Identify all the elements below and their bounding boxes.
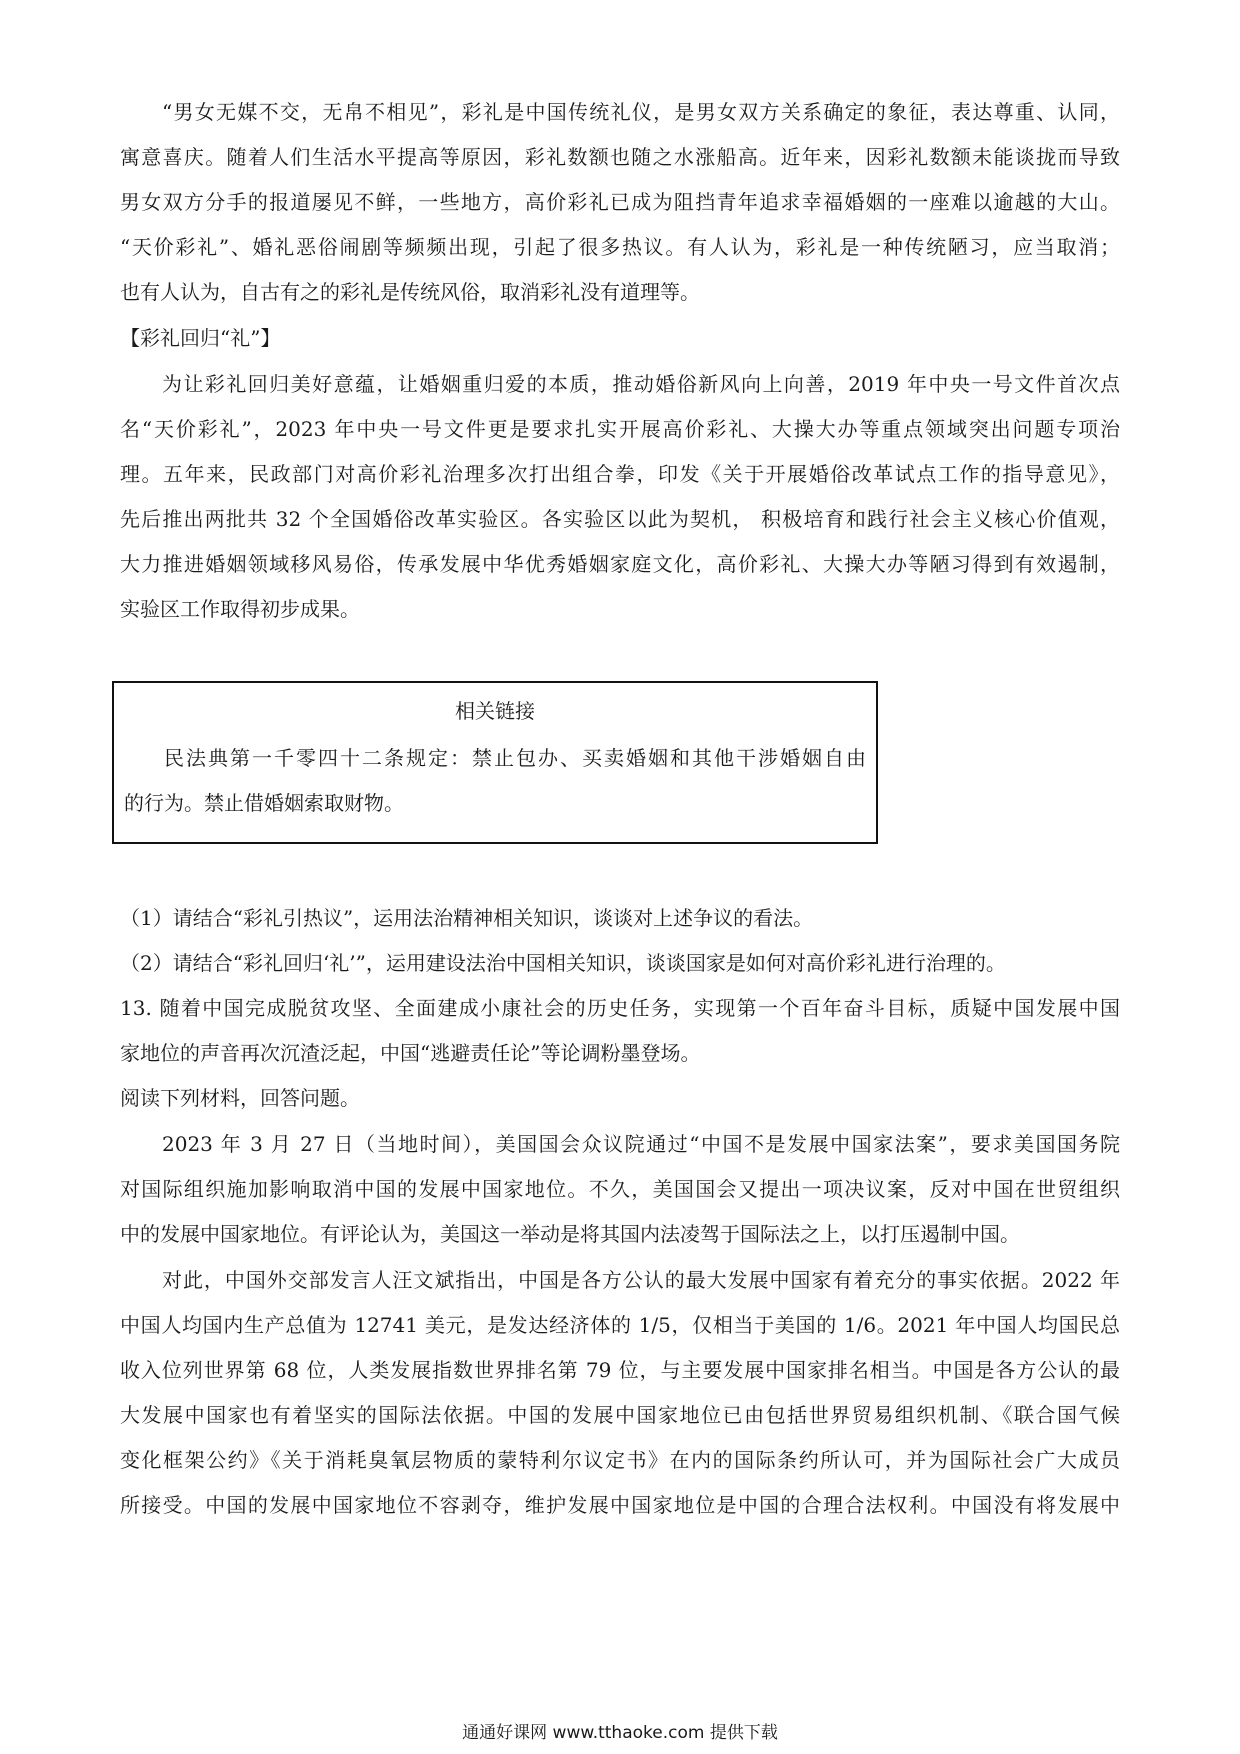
text-line: 收入位列世界第 68 位，人类发展指数世界排名第 79 位，与主要发展中国家排名相当。中国是各方公认的最 (120, 1358, 1120, 1382)
text-line: 阅读下列材料，回答问题。 (120, 1086, 360, 1110)
text-line: 民法典第一千零四十二条规定：禁止包办、买卖婚姻和其他干涉婚姻自由 (164, 746, 866, 770)
question-2: （2）请结合“彩礼回归‘礼’”，运用建设法治中国相关知识，谈谈国家是如何对高价彩礼进行治理的。 (120, 951, 1006, 975)
text-line: 名“天价彩礼”，2023 年中央一号文件更是要求扎实开展高价彩礼、大操大办等重点领域突出问题专项治 (120, 417, 1120, 441)
text-line: 所接受。中国的发展中国家地位不容剥夺，维护发展中国家地位是中国的合理合法权利。中国没有将发展中 (120, 1493, 1120, 1517)
text-line: “天价彩礼”、婚礼恶俗闹剧等频频出现，引起了很多热议。有人认为，彩礼是一种传统陋习，应当取消； (120, 235, 1120, 259)
text-line: 对此，中国外交部发言人汪文斌指出，中国是各方公认的最大发展中国家有着充分的事实依据。2022 年 (162, 1268, 1120, 1292)
text-line: 为让彩礼回归美好意蕴，让婚姻重归爱的本质，推动婚俗新风向上向善，2019 年中央一号文件首次点 (162, 372, 1120, 396)
text-line: 对国际组织施加影响取消中国的发展中国家地位。不久，美国国会又提出一项决议案，反对中国在世贸组织 (120, 1177, 1120, 1201)
text-line: 先后推出两批共 32 个全国婚俗改革实验区。各实验区以此为契机， 积极培育和践行社会主义核心价值观， (120, 507, 1120, 531)
text-line: 中国人均国内生产总值为 12741 美元，是发达经济体的 1/5，仅相当于美国的 1/6。2021 年中国人均国民总 (120, 1313, 1120, 1337)
text-line: 实验区工作取得初步成果。 (120, 597, 360, 621)
text-line: 变化框架公约》《关于消耗臭氧层物质的蒙特利尔议定书》在内的国际条约所认可，并为国际社会广大成员 (120, 1448, 1120, 1472)
text-line: 2023 年 3 月 27 日（当地时间），美国国会众议院通过“中国不是发展中国家法案”，要求美国国务院 (162, 1132, 1120, 1156)
question-1: （1）请结合“彩礼引热议”，运用法治精神相关知识，谈谈对上述争议的看法。 (120, 906, 814, 930)
text-line: 理。五年来，民政部门对高价彩礼治理多次打出组合拳，印发《关于开展婚俗改革试点工作的指导意见》， (120, 462, 1120, 486)
page-footer: 通通好课网 www.tthaoke.com 提供下载 (462, 1723, 778, 1743)
text-line: 男女双方分手的报道屡见不鲜，一些地方，高价彩礼已成为阻挡青年追求幸福婚姻的一座难以逾越的大山。 (120, 190, 1120, 214)
related-link-title: 相关链接 (455, 699, 535, 723)
text-line: 寓意喜庆。随着人们生活水平提高等原因，彩礼数额也随之水涨船高。近年来，因彩礼数额未能谈拢而导致 (120, 145, 1120, 169)
text-line: 的行为。禁止借婚姻索取财物。 (124, 791, 404, 815)
text-line: 大力推进婚姻领域移风易俗，传承发展中华优秀婚姻家庭文化，高价彩礼、大操大办等陋习得到有效遏制， (120, 552, 1120, 576)
section-heading: 【彩礼回归“礼”】 (120, 326, 281, 350)
text-line: 中的发展中国家地位。有评论认为，美国这一举动是将其国内法凌驾于国际法之上，以打压遏制中国。 (120, 1222, 1020, 1246)
text-line: “男女无媒不交，无帛不相见”，彩礼是中国传统礼仪，是男女双方关系确定的象征，表达尊重、认同， (162, 100, 1120, 124)
question-13: 13. 随着中国完成脱贫攻坚、全面建成小康社会的历史任务，实现第一个百年奋斗目标，质疑中国发展中国 (120, 996, 1120, 1020)
text-line: 也有人认为，自古有之的彩礼是传统风俗，取消彩礼没有道理等。 (120, 280, 700, 304)
text-line: 家地位的声音再次沉渣泛起，中国“逃避责任论”等论调粉墨登场。 (120, 1041, 701, 1065)
text-line: 大发展中国家也有着坚实的国际法依据。中国的发展中国家地位已由包括世界贸易组织机制、《联合国气候 (120, 1403, 1120, 1427)
